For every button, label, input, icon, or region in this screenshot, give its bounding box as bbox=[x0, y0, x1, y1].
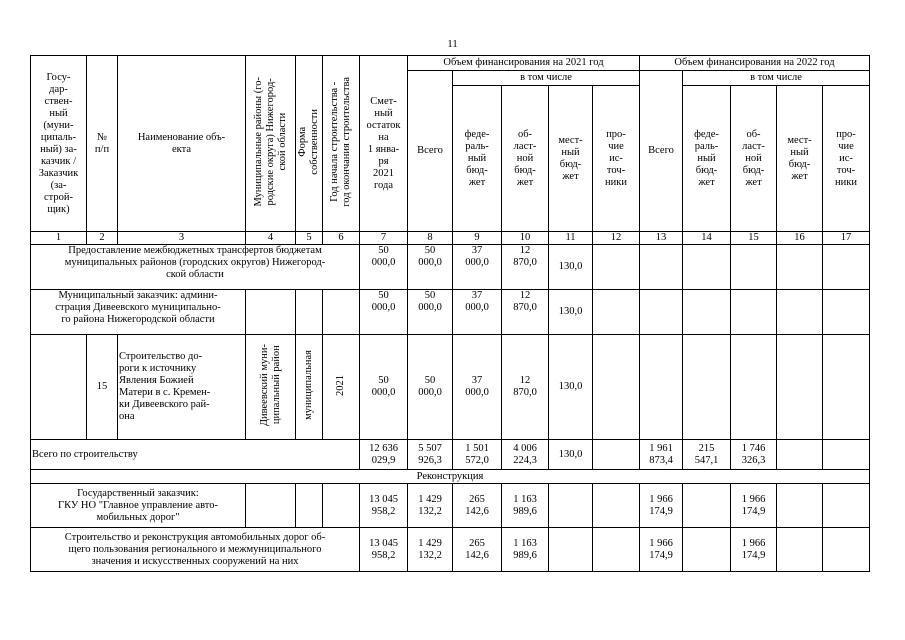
cell-2021-regional: 12 870,0 bbox=[502, 245, 549, 290]
cell-2022-regional bbox=[731, 290, 777, 335]
cell-2021-other bbox=[593, 290, 640, 335]
cell-2021-total: 50 000,0 bbox=[408, 335, 453, 440]
column-number: 10 bbox=[502, 232, 549, 245]
empty-cell bbox=[246, 484, 296, 528]
cell-2021-local: 130,0 bbox=[549, 335, 593, 440]
cell-2022-total: 1 966 174,9 bbox=[640, 484, 683, 528]
cell-2022-local bbox=[777, 290, 823, 335]
cell-2022-federal bbox=[683, 245, 731, 290]
table-row bbox=[31, 290, 870, 335]
cell-2022-total bbox=[640, 335, 683, 440]
column-number: 13 bbox=[640, 232, 683, 245]
column-number: 16 bbox=[777, 232, 823, 245]
header-number: № п/п bbox=[87, 56, 118, 232]
row-label-construction-total: Всего по строительству bbox=[31, 440, 360, 470]
column-number: 15 bbox=[731, 232, 777, 245]
header-customer: Госу- дар- ствен- ный (муни- ципаль- ный) за- казчик / Заказчик (за- строй- щик) bbox=[31, 56, 87, 232]
cell-2022-regional: 1 966 174,9 bbox=[731, 528, 777, 572]
table-row bbox=[31, 484, 870, 528]
header-2021-total: Всего bbox=[408, 71, 453, 232]
header-2021-regional: об- ласт- ной бюд- жет bbox=[502, 86, 549, 232]
row-label-municipal-customer: Муниципальный заказчик: админи- страция Дивеевского муниципально- го района Нижегородской области bbox=[31, 290, 246, 335]
column-number: 7 bbox=[360, 232, 408, 245]
cell-2021-total: 1 429 132,2 bbox=[408, 528, 453, 572]
cell-2022-regional: 1 966 174,9 bbox=[731, 484, 777, 528]
cell-2022-other bbox=[823, 440, 870, 470]
cell-2022-total bbox=[640, 290, 683, 335]
column-number-row bbox=[31, 232, 870, 245]
cell-2021-local: 130,0 bbox=[549, 440, 593, 470]
header-2022-other: про- чие ис- точ- ники bbox=[823, 86, 870, 232]
cell-2022-federal bbox=[683, 335, 731, 440]
empty-cell bbox=[246, 290, 296, 335]
cell-2021-regional: 4 006 224,3 bbox=[502, 440, 549, 470]
cell-2021-local: 130,0 bbox=[549, 245, 593, 290]
empty-cell bbox=[323, 484, 360, 528]
cell-2022-federal bbox=[683, 528, 731, 572]
object-municipal-district: Дивеевский муни- ципальный район bbox=[246, 335, 296, 440]
section-reconstruction: Реконструкция bbox=[31, 470, 870, 484]
cell-2021-other bbox=[593, 245, 640, 290]
header-2022-federal: феде- раль- ный бюд- жет bbox=[683, 86, 731, 232]
page-number: 11 bbox=[447, 38, 458, 50]
cell-2022-other bbox=[823, 484, 870, 528]
column-number: 8 bbox=[408, 232, 453, 245]
cell-2022-total bbox=[640, 245, 683, 290]
empty-cell bbox=[31, 335, 87, 440]
cell-2021-federal: 37 000,0 bbox=[453, 290, 502, 335]
empty-cell bbox=[323, 290, 360, 335]
cell-2021-federal: 1 501 572,0 bbox=[453, 440, 502, 470]
column-number: 6 bbox=[323, 232, 360, 245]
cell-2022-other bbox=[823, 335, 870, 440]
cell-2021-regional: 12 870,0 bbox=[502, 290, 549, 335]
cell-2022-regional bbox=[731, 245, 777, 290]
row-label-transfers: Предоставление межбюджетных трансфертов бюджетам муниципальных районов (городских округов) Нижегород- ской области bbox=[31, 245, 360, 290]
column-number: 3 bbox=[118, 232, 246, 245]
cell-2021-federal: 265 142,6 bbox=[453, 484, 502, 528]
financing-table bbox=[30, 55, 870, 572]
cell-2022-other bbox=[823, 245, 870, 290]
cell-2021-other bbox=[593, 440, 640, 470]
header-object-name: Наименование объ- екта bbox=[118, 56, 246, 232]
row-label-road-construction: Строительство и реконструкция автомобильных дорог об- щего пользования регионального и межмуниципального значения и искусственных сооружений на них bbox=[31, 528, 360, 572]
header-municipal-district: Муниципальные районы (го- родские округа) Нижегород- ской области bbox=[246, 56, 296, 232]
cell-2022-local bbox=[777, 245, 823, 290]
header-ownership: Форма собственности bbox=[296, 56, 323, 232]
cell-2022-other bbox=[823, 290, 870, 335]
cell-2022-local bbox=[777, 335, 823, 440]
header-2021-including: в том числе bbox=[453, 71, 640, 86]
row-label-state-customer: Государственный заказчик: ГКУ НО "Главное управление авто- мобильных дорог" bbox=[31, 484, 246, 528]
column-number: 2 bbox=[87, 232, 118, 245]
cell-2022-federal bbox=[683, 484, 731, 528]
table-row bbox=[31, 528, 870, 572]
cell-balance: 13 045 958,2 bbox=[360, 484, 408, 528]
cell-balance: 50 000,0 bbox=[360, 335, 408, 440]
cell-2022-local bbox=[777, 484, 823, 528]
cell-2021-other bbox=[593, 335, 640, 440]
object-years: 2021 bbox=[323, 335, 360, 440]
section-row bbox=[31, 470, 870, 484]
header-2021-other: про- чие ис- точ- ники bbox=[593, 86, 640, 232]
header-2021-local: мест- ный бюд- жет bbox=[549, 86, 593, 232]
header-2022-regional: об- ласт- ной бюд- жет bbox=[731, 86, 777, 232]
header-financing-2021: Объем финансирования на 2021 год bbox=[408, 56, 640, 71]
header-2022-including: в том числе bbox=[683, 71, 870, 86]
column-number: 17 bbox=[823, 232, 870, 245]
cell-2022-federal: 215 547,1 bbox=[683, 440, 731, 470]
header-construction-years: Год начала строительства - год окончания строительства bbox=[323, 56, 360, 232]
cell-2021-federal: 37 000,0 bbox=[453, 335, 502, 440]
column-number: 9 bbox=[453, 232, 502, 245]
table-row bbox=[31, 245, 870, 290]
cell-2021-total: 50 000,0 bbox=[408, 290, 453, 335]
cell-2021-other bbox=[593, 484, 640, 528]
cell-balance: 13 045 958,2 bbox=[360, 528, 408, 572]
cell-2021-total: 5 507 926,3 bbox=[408, 440, 453, 470]
object-ownership: муниципальная bbox=[296, 335, 323, 440]
cell-2021-federal: 37 000,0 bbox=[453, 245, 502, 290]
cell-2022-regional: 1 746 326,3 bbox=[731, 440, 777, 470]
cell-2021-regional: 1 163 989,6 bbox=[502, 484, 549, 528]
header-2021-federal: феде- раль- ный бюд- жет bbox=[453, 86, 502, 232]
empty-cell bbox=[296, 484, 323, 528]
cell-2021-other bbox=[593, 528, 640, 572]
cell-2021-federal: 265 142,6 bbox=[453, 528, 502, 572]
cell-2022-local bbox=[777, 440, 823, 470]
empty-cell bbox=[296, 290, 323, 335]
cell-2022-total: 1 966 174,9 bbox=[640, 528, 683, 572]
column-number: 14 bbox=[683, 232, 731, 245]
cell-balance: 50 000,0 bbox=[360, 245, 408, 290]
column-number: 5 bbox=[296, 232, 323, 245]
object-number: 15 bbox=[87, 335, 118, 440]
cell-2021-total: 1 429 132,2 bbox=[408, 484, 453, 528]
cell-2021-regional: 12 870,0 bbox=[502, 335, 549, 440]
cell-2022-other bbox=[823, 528, 870, 572]
table-row bbox=[31, 335, 870, 440]
cell-2021-total: 50 000,0 bbox=[408, 245, 453, 290]
cell-balance: 50 000,0 bbox=[360, 290, 408, 335]
header-2022-local: мест- ный бюд- жет bbox=[777, 86, 823, 232]
cell-2022-local bbox=[777, 528, 823, 572]
cell-2021-local: 130,0 bbox=[549, 290, 593, 335]
header-financing-2022: Объем финансирования на 2022 год bbox=[640, 56, 870, 71]
cell-2022-federal bbox=[683, 290, 731, 335]
column-number: 12 bbox=[593, 232, 640, 245]
column-number: 4 bbox=[246, 232, 296, 245]
cell-2022-total: 1 961 873,4 bbox=[640, 440, 683, 470]
cell-2021-local bbox=[549, 528, 593, 572]
cell-2021-regional: 1 163 989,6 bbox=[502, 528, 549, 572]
header-estimated-balance: Смет- ный остаток на 1 янва- ря 2021 года bbox=[360, 56, 408, 232]
object-name: Строительство до- роги к источнику Явления Божией Матери в с. Кремен- ки Дивеевского рай- она bbox=[118, 335, 246, 440]
column-number: 1 bbox=[31, 232, 87, 245]
column-number: 11 bbox=[549, 232, 593, 245]
cell-2022-regional bbox=[731, 335, 777, 440]
cell-balance: 12 636 029,9 bbox=[360, 440, 408, 470]
cell-2021-local bbox=[549, 484, 593, 528]
table-row bbox=[31, 440, 870, 470]
header-2022-total: Всего bbox=[640, 71, 683, 232]
